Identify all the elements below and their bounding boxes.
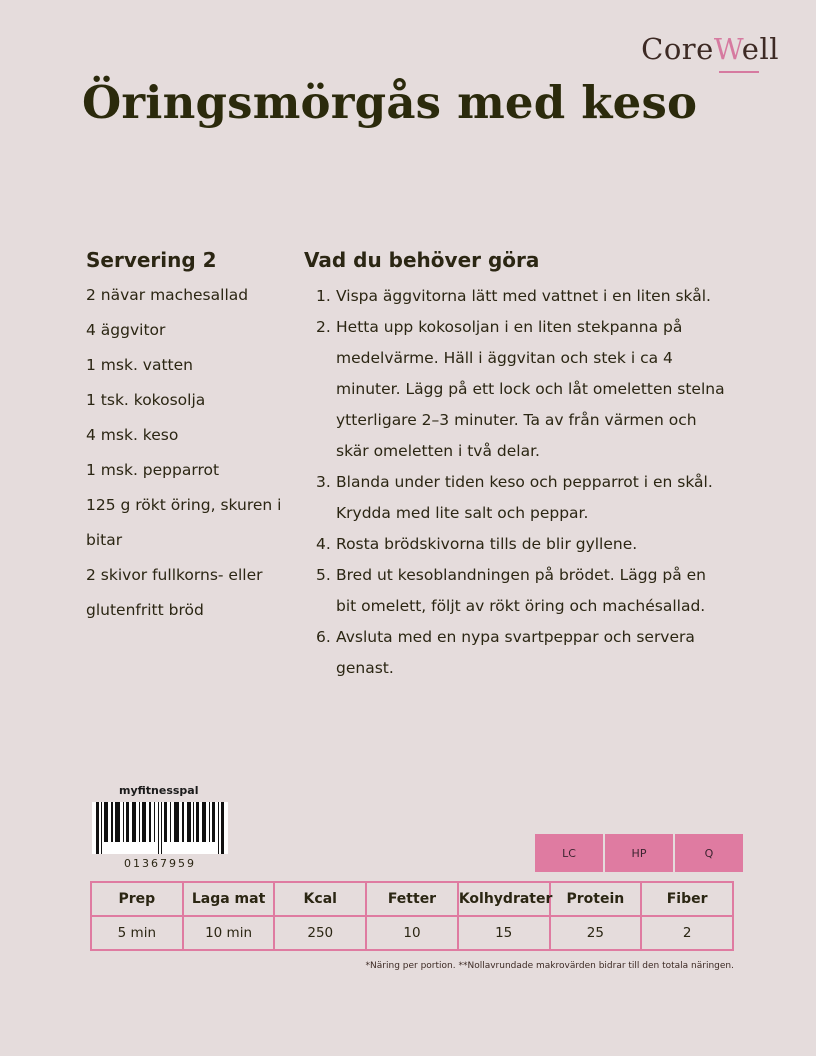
step-number: 2. <box>316 318 331 336</box>
header-cell: Kolhydrater <box>458 882 550 916</box>
servings-heading: Servering 2 <box>86 248 217 272</box>
ingredient-item: 1 msk. pepparrot <box>86 461 220 479</box>
myfitnesspal-label: myfitnesspal <box>119 784 199 797</box>
nutrition-table <box>90 881 734 951</box>
step-number: 3. <box>316 473 331 491</box>
header-cell: Fiber <box>641 882 733 916</box>
diet-tags <box>535 834 743 872</box>
value-cell: 10 min <box>183 916 275 950</box>
ingredient-item: 1 msk. vatten <box>86 356 193 374</box>
footnote: *Näring per portion. **Nollavrundade makrovärden bidrar till den totala näringen. <box>365 961 734 971</box>
ingredient-list <box>86 278 296 628</box>
step-number: 5. <box>316 566 331 584</box>
recipe-title: Öringsmörgås med keso <box>82 76 698 129</box>
steps-list <box>316 281 726 684</box>
ingredient-item: 1 tsk. kokosolja <box>86 391 206 409</box>
step-text: Bred ut kesoblandningen på brödet. Lägg på en bit omelett, följt av rökt öring och machésallad. <box>336 566 706 615</box>
nutrition-value-row <box>91 916 733 950</box>
step-item <box>316 467 726 529</box>
step-number: 4. <box>316 535 331 553</box>
corewell-logo: CoreWell <box>641 32 779 66</box>
step-text: Avsluta med en nypa svartpeppar och servera genast. <box>336 628 695 677</box>
steps-heading: Vad du behöver göra <box>304 248 540 272</box>
barcode-icon <box>92 802 228 854</box>
step-item <box>316 312 726 467</box>
value-cell: 25 <box>550 916 642 950</box>
header-cell: Fetter <box>366 882 458 916</box>
step-text: Blanda under tiden keso och pepparrot i en skål. Krydda med lite salt och peppar. <box>336 473 713 522</box>
step-item <box>316 281 726 312</box>
step-item <box>316 622 726 684</box>
value-cell: 5 min <box>91 916 183 950</box>
step-text: Rosta brödskivorna tills de blir gyllene. <box>336 535 638 553</box>
value-cell: 15 <box>458 916 550 950</box>
value-cell: 2 <box>641 916 733 950</box>
ingredient-item: 2 nävar machesallad <box>86 286 249 304</box>
step-item <box>316 529 726 560</box>
tag-hp: HP <box>605 834 673 872</box>
ingredient-item: 4 msk. keso <box>86 426 179 444</box>
header-cell: Kcal <box>274 882 366 916</box>
step-text: Hetta upp kokosoljan i en liten stekpanna på medelvärme. Häll i äggvitan och stek i ca 4 minuter. Lägg på ett lock och låt omeletten stelna ytterligare 2–3 minuter. Ta av från värmen och skär omeletten i två delar. <box>336 318 725 460</box>
step-item <box>316 560 726 622</box>
barcode-number: 01367959 <box>124 857 196 870</box>
tag-q: Q <box>675 834 743 872</box>
ingredient-item: 4 äggvitor <box>86 321 166 339</box>
ingredient-item: 125 g rökt öring, skuren i bitar <box>86 496 282 549</box>
value-cell: 250 <box>274 916 366 950</box>
header-cell: Prep <box>91 882 183 916</box>
step-number: 6. <box>316 628 331 646</box>
ingredient-item: 2 skivor fullkorns- eller glutenfritt bröd <box>86 566 263 619</box>
step-number: 1. <box>316 287 331 305</box>
nutrition-header-row <box>91 882 733 916</box>
header-cell: Laga mat <box>183 882 275 916</box>
tag-lc: LC <box>535 834 603 872</box>
step-text: Vispa äggvitorna lätt med vattnet i en liten skål. <box>336 287 711 305</box>
value-cell: 10 <box>366 916 458 950</box>
header-cell: Protein <box>550 882 642 916</box>
